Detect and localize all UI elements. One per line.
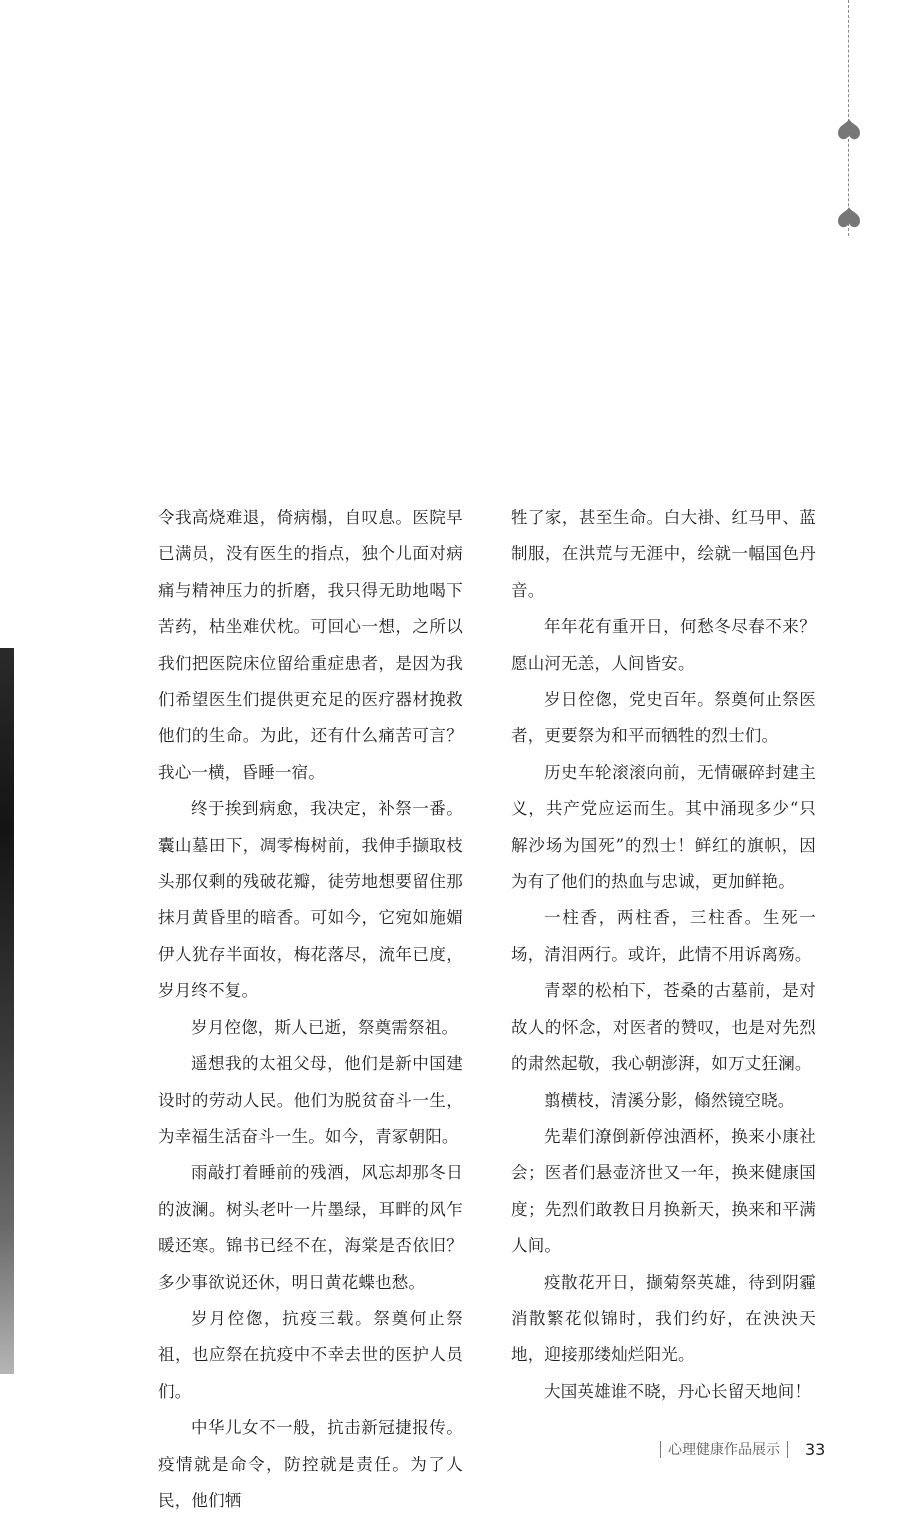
heart-icon	[834, 116, 864, 146]
paragraph: 翦横枝，清溪分影，翛然镜空晓。	[544, 1090, 795, 1110]
paragraph: 牲了家，甚至生命。白大褂、红马甲、蓝制服，在洪荒与无涯中，绘就一幅国色丹音。	[511, 508, 816, 600]
right-text-column	[511, 500, 816, 1410]
paragraph: 令我高烧难退，倚病榻，自叹息。医院早已满员，没有医生的指点，独个儿面对病痛与精神压力的折磨，我只得无助地喝下苦药，枯坐难伏枕。可回心一想，之所以我们把医院床位留给重症患者，是因为我们希望医生们提供更充足的医疗器材挽救他们的生命。为此，还有什么痛苦可言？我心一横，昏睡一宿。	[158, 508, 463, 782]
paragraph: 历史车轮滚滚向前，无情碾碎封建主义，共产党应运而生。其中涌现多少“只解沙场为国死”的烈士！鲜红的旗帜，因为有了他们的热血与忠诚，更加鲜艳。	[511, 762, 816, 892]
paragraph: 遥想我的太祖父母，他们是新中国建设时的劳动人民。他们为脱贫奋斗一生，为幸福生活奋斗一生。如今，青冢朝阳。	[158, 1054, 463, 1146]
left-text-column	[158, 500, 463, 1519]
paragraph: 雨敲打着睡前的残酒，风忘却那冬日的波澜。树头老叶一片墨绿，耳畔的风乍暖还寒。锦书已经不在，海棠是否依旧？多少事欲说还休，明日黄花蝶也愁。	[158, 1163, 463, 1292]
paragraph: 青翠的松柏下，苍桑的古墓前，是对故人的怀念，对医者的赞叹，也是对先烈的肃然起敬，我心朝澎湃，如万丈狂澜。	[511, 981, 816, 1074]
paragraph: 一柱香，两柱香，三柱香。生死一场，清泪两行。或许，此情不用诉离殇。	[511, 908, 816, 964]
paragraph: 岁月倥偬，抗疫三载。祭奠何止祭祖，也应祭在抗疫中不幸去世的医护人员们。	[158, 1308, 463, 1401]
paragraph: 岁日倥偬，党史百年。祭奠何止祭医者，更要祭为和平而牺牲的烈士们。	[511, 690, 816, 746]
footer-divider	[660, 1441, 661, 1458]
footer-divider	[787, 1441, 788, 1458]
photo-strip	[0, 648, 14, 1374]
paragraph: 岁月倥偬，斯人已逝，祭奠需祭祖。	[191, 1017, 459, 1037]
heart-icon	[834, 204, 864, 234]
page-number: 33	[805, 1439, 826, 1459]
paragraph: 疫散花开日，撷菊祭英雄，待到阴霾消散繁花似锦时，我们约好，在泱泱天地，迎接那缕灿烂阳光。	[511, 1272, 816, 1365]
page-footer	[653, 1437, 825, 1461]
paragraph: 终于挨到病愈，我决定，补祭一番。囊山墓田下，凋零梅树前，我伸手撷取枝头那仅剩的残破花瓣，徒劳地想要留住那抹月黄昏里的暗香。可如今，它宛如施媚伊人犹存半面妆，梅花落尽，流年已度，岁月终不复。	[158, 799, 463, 1001]
paragraph: 中华儿女不一般，抗击新冠捷报传。疫情就是命令，防控就是责任。为了人民，他们牺	[158, 1418, 463, 1510]
paragraph: 年年花有重开日，何愁冬尽春不来？愿山河无恙，人间皆安。	[511, 617, 816, 673]
paragraph: 先辈们潦倒新停浊酒杯，换来小康社会；医者们悬壶济世又一年，换来健康国度；先烈们敢教日月换新天，换来和平满人间。	[511, 1126, 816, 1256]
section-title: 心理健康作品展示	[668, 1442, 780, 1458]
paragraph: 大国英雄谁不晓，丹心长留天地间！	[544, 1381, 812, 1401]
